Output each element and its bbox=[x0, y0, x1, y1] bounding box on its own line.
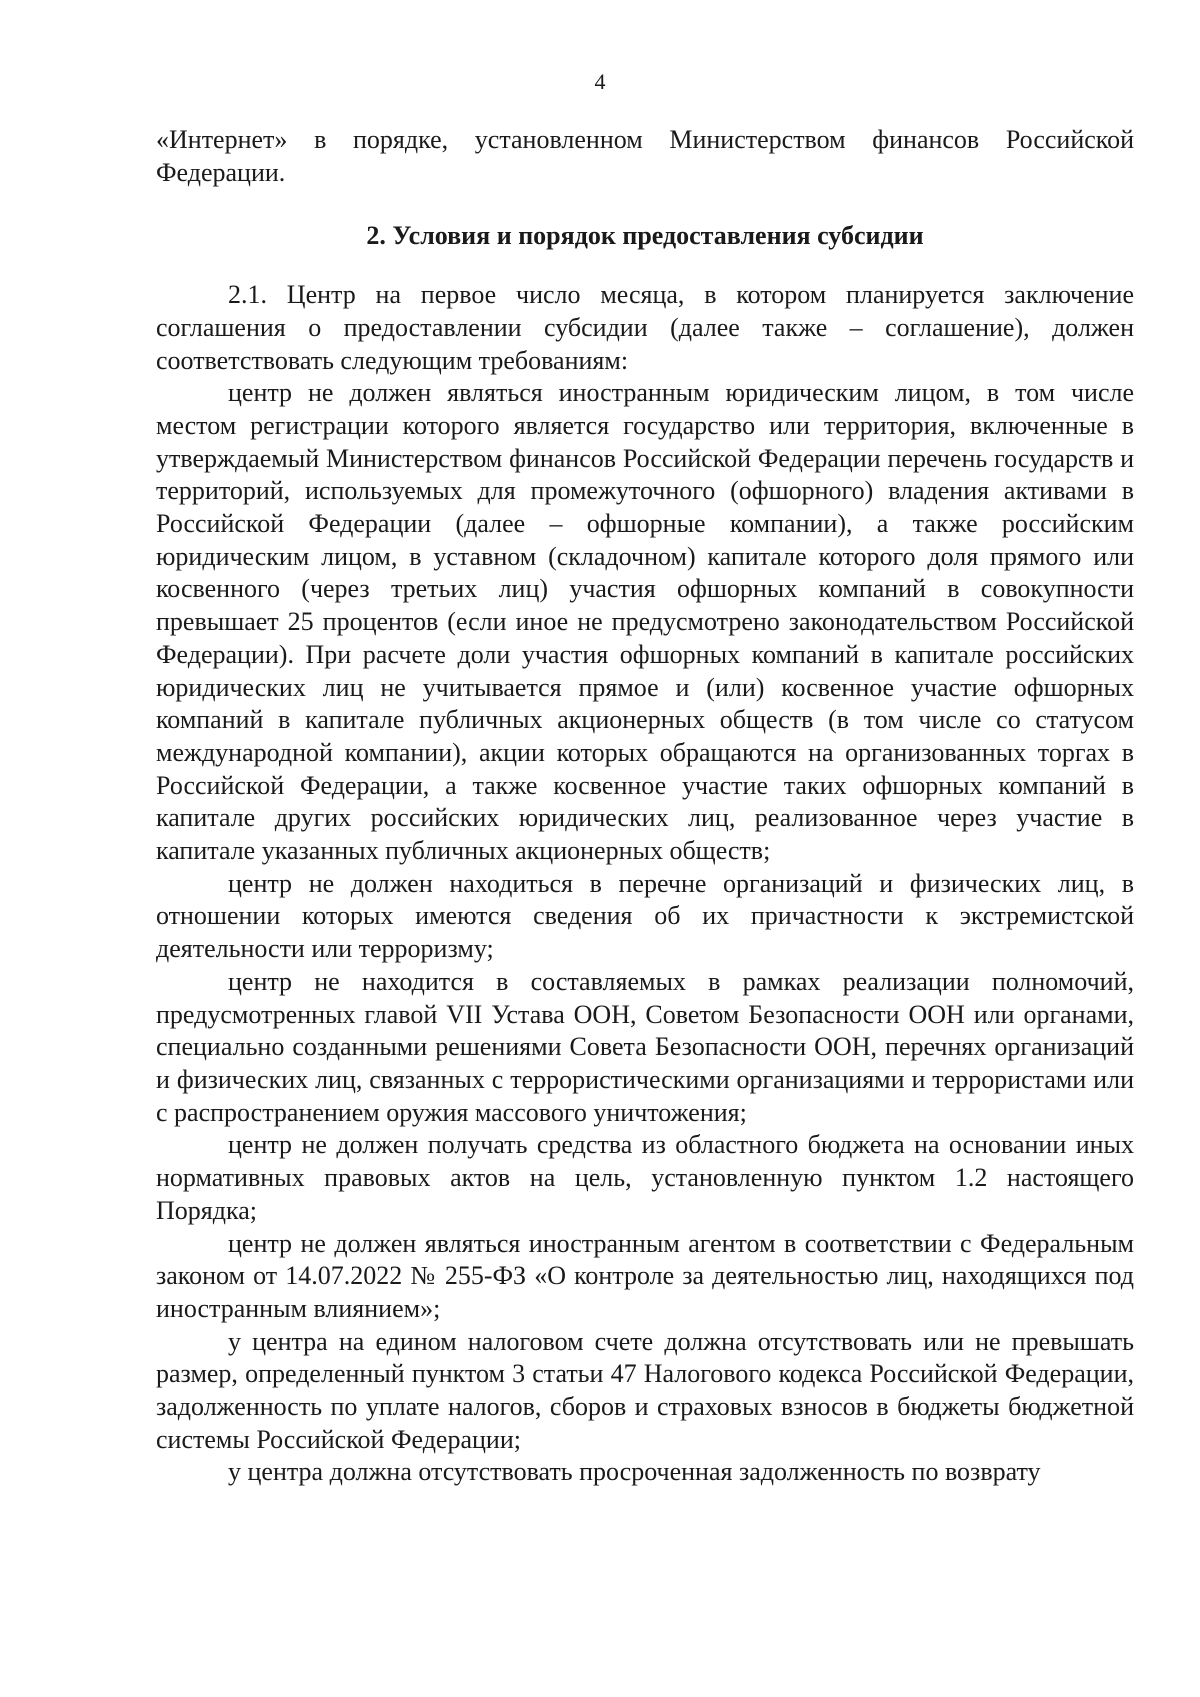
paragraph-un-sanctions-requirement: центр не находится в составляемых в рамках реализации полномочий, предусмотренных главой VII Устава ООН, Советом Безопасности ООН или органами, специально созданными решениями Совета Безопасности ООН, перечнях организаций и физических лиц, связанных с террористическими организациями и террористами или с распространением оружия массового уничтожения; bbox=[156, 966, 1134, 1127]
page-number: 4 bbox=[594, 69, 606, 94]
paragraph-foreign-agent-requirement: центр не должен являться иностранным агентом в соответствии с Федеральным законом от 14.07.2022 № 255-ФЗ «О контроле за деятельностью лиц, находящихся под иностранным влиянием»; bbox=[156, 1228, 1134, 1323]
paragraph-2-1: 2.1. Центр на первое число месяца, в котором планируется заключение соглашения о предоставлении субсидии (далее также – соглашение), должен соответствовать следующим требованиям: bbox=[156, 280, 1134, 375]
paragraph-overdue-debt-requirement: у центра должна отсутствовать просроченная задолженность по возврату bbox=[228, 1457, 1041, 1487]
paragraph-extremism-requirement: центр не должен находиться в перечне организаций и физических лиц, в отношении которых имеются сведения об их причастности к экстремистской деятельности или терроризму; bbox=[156, 868, 1134, 964]
paragraph-budget-funds-requirement: центр не должен получать средства из областного бюджета на основании иных нормативных правовых актов на цель, установленную пунктом 1.2 настоящего Порядка; bbox=[156, 1130, 1134, 1225]
paragraph-tax-debt-requirement: у центра на едином налоговом счете должна отсутствовать или не превышать размер, определенный пунктом 3 статьи 47 Налогового кодекса Российской Федерации, задолженность по уплате налогов, сборов и страховых взносов в бюджеты бюджетной системы Российской Федерации; bbox=[156, 1326, 1134, 1454]
paragraph-internet-continuation: «Интернет» в порядке, установленном Министерством финансов Российской Федерации. bbox=[156, 125, 1134, 187]
document-body bbox=[156, 124, 1134, 1489]
paragraph-offshore-requirement: центр не должен являться иностранным юридическим лицом, в том числе местом регистрации которого является государство или территория, включенные в утверждаемый Министерством финансов Российской Федерации перечень государств и территорий, используемых для промежуточного (офшорного) владения активами в Российской Федерации (далее – офшорные компании), а также российским юридическим лицом, в уставном (складочном) капитале которого доля прямого или косвенного (через третьих лиц) участия офшорных компаний в совокупности превышает 25 процентов (если иное не предусмотрено законодательством Российской Федерации). При расчете доли участия офшорных компаний в капитале российских юридических лиц не учитывается прямое и (или) косвенное участие офшорных компаний в капитале публичных акционерных обществ (в том числе со статусом международной компании), акции которых обращаются на организованных торгах в Российской Федерации, а также косвенное участие таких офшорных компаний в капитале других российских юридических лиц, реализованное через участие в капитале указанных публичных акционерных обществ; bbox=[156, 378, 1134, 866]
section-title: 2. Условия и порядок предоставления субсидии bbox=[366, 221, 924, 251]
